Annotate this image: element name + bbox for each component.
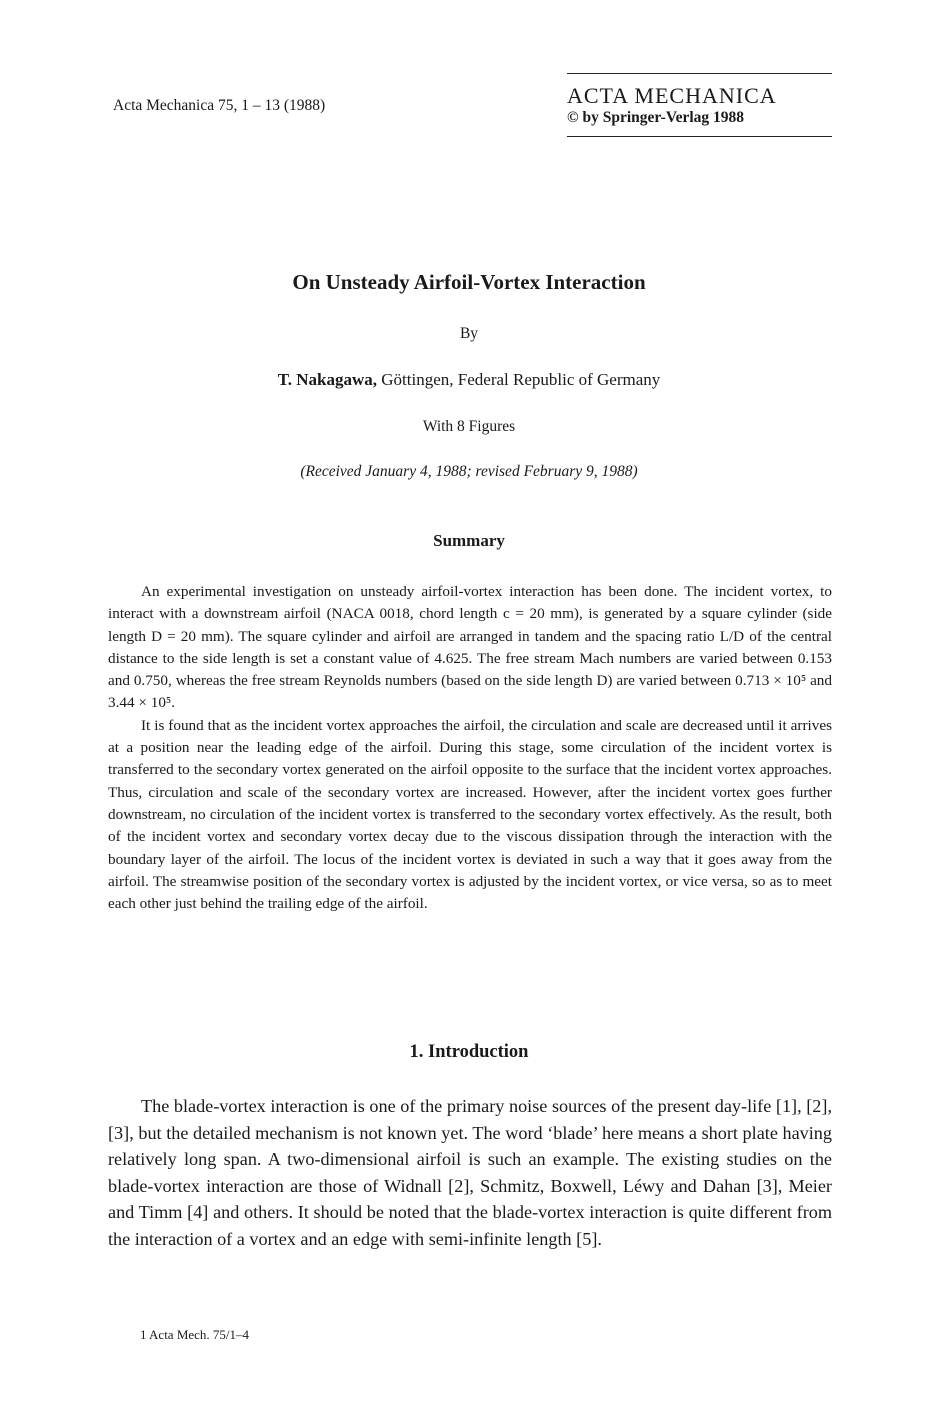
- introduction-heading: 1. Introduction: [409, 1042, 529, 1062]
- figures-note: With 8 Figures: [422, 418, 516, 435]
- summary-paragraph: It is found that as the incident vortex approaches the airfoil, the circulation and scale are decreased until it arrives at a position near the leading edge of the airfoil. During this stage, some circulation of the incident vortex is transferred to the secondary vortex generated on the airfoil opposite to the surface that the incident vortex approaches. Thus, circulation and scale of the secondary vortex are increased. However, after the incident vortex goes further downstream, no circulation of the incident vortex is transferred to the secondary vortex effectively. As the result, both of the incident vortex and secondary vortex decay due to the viscous dissipation through the interaction with the boundary layer of the airfoil. The locus of the incident vortex is deviated in such a way that it goes away from the airfoil. The streamwise position of the secondary vortex is adjusted by the incident vortex, or vice versa, so as to meet each other just behind the trailing edge of the airfoil.: [108, 716, 832, 913]
- copyright-line: © by Springer-Verlag 1988: [567, 109, 745, 126]
- journal-masthead: [567, 73, 832, 137]
- by-line: By: [459, 325, 479, 342]
- summary-paragraph: An experimental investigation on unsteady airfoil-vortex interaction has been done. The incident vortex, to interact with a downstream airfoil (NACA 0018, chord length c = 20 mm), is generated by a square cylinder (side length D = 20 mm). The square cylinder and airfoil are arranged in tandem and the spacing ratio L/D of the central distance to the side length is set a constant value of 4.625. The free stream Mach numbers are varied between 0.153 and 0.750, whereas the free stream Reynolds numbers (based on the side length D) are varied between 0.713 × 10⁵ and 3.44 × 10⁵.: [108, 583, 832, 712]
- author-name: T. Nakagawa,: [277, 370, 378, 389]
- introduction-paragraph: The blade-vortex interaction is one of the primary noise sources of the present day-life [1], [2], [3], but the detailed mechanism is not known yet. The word ‘blade’ here means a short plate having relatively long span. A two-dimensional airfoil is such an example. The existing studies on the blade-vortex interaction are those of Widnall [2], Schmitz, Boxwell, Léwy and Dahan [3], Meier and Timm [4] and others. It should be noted that the blade-vortex interaction is quite different from the interaction of a vortex and an edge with semi-infinite length [5].: [108, 1096, 832, 1249]
- article-title: On Unsteady Airfoil-Vortex Interaction: [292, 270, 646, 294]
- received-dates: (Received January 4, 1988; revised February 9, 1988): [300, 463, 638, 480]
- journal-citation: Acta Mechanica 75, 1 – 13 (1988): [113, 97, 326, 114]
- author-affiliation: Göttingen, Federal Republic of Germany: [377, 370, 661, 389]
- summary-heading: Summary: [433, 531, 505, 550]
- introduction-body: [108, 1093, 832, 1252]
- summary-body: [108, 581, 832, 915]
- page-footer: 1 Acta Mech. 75/1–4: [140, 1327, 250, 1342]
- journal-name: ACTA MECHANICA: [567, 83, 777, 108]
- author-line: [0, 370, 938, 390]
